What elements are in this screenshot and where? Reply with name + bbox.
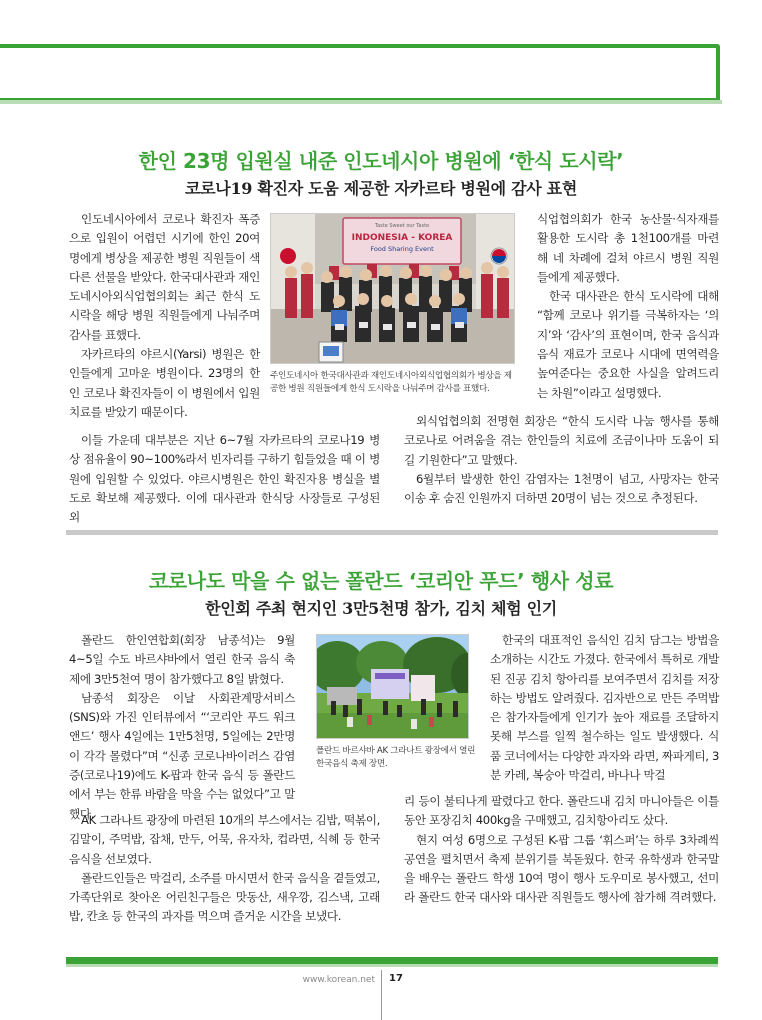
article2-right-column [490, 631, 719, 785]
paragraph: 인도네시아에서 코로나 확진자 폭증으로 입원이 어렵던 시기에 한인 20여명에게 병상을 제공한 병원 직원들이 색다른 선물을 받았다. 한국대사관과 재인도네시아외식업협의회는 최근 한식 도시락을 해당 병원 직원들에게 나눠주며 감사를 표했다. [69, 212, 260, 342]
article1-photo-caption: 주인도네시아 한국대사관과 재인도네시아외식업협의회가 병상을 제공한 병원 직원들에게 한식 도시락을 나눠주며 감사를 표했다. [270, 371, 512, 394]
footer-divider [381, 970, 382, 1020]
article2-headline: 코로나도 막을 수 없는 폴란드 ‘코리안 푸드’ 행사 성료 [148, 569, 614, 593]
paragraph: 외식업협의회 전명현 회장은 “한식 도시락 나눔 행사를 통해 코로나로 어려움을 겪는 한인들의 치료에 조금이나마 도움이 되길 기원한다”고 말했다. [404, 414, 719, 467]
banner-small-text: Taste Sweet our Taste [374, 223, 430, 229]
article2-photo [316, 634, 469, 739]
article2-photo-caption: 폴란드 바르샤바 AK 그라나트 광장에서 열린 한국음식 축제 장면. [316, 746, 476, 769]
paragraph: 식업협의회가 한국 농산물·식자재를 활용한 도시락 총 1천100개를 마련해 네 차례에 걸쳐 야르시 병원 직원들에게 제공했다. [537, 212, 719, 284]
article1-photo [270, 213, 515, 364]
paragraph: 폴란드인들은 막걸리, 소주를 마시면서 한국 음식을 곁들였고, 가족단위로 찾아온 어린친구들은 맛동산, 새우깡, 김스낵, 고래밥, 칸초 등 한국의 과자를 먹으며 즐거운 시간을 보냈다. [69, 870, 380, 924]
article-separator [66, 530, 718, 535]
article1-left-column [69, 210, 260, 422]
footer-url: www.korean.net [302, 975, 375, 985]
paragraph: 한국 대사관은 한식 도시락에 대해 “함께 코로나 위기를 극복하자는 ‘의지’와 ‘감사’의 표현이며, 한국 음식과 음식 재료가 코로나 시대에 면역력을 높여준다는 중요한 사실을 알려드리는 차원”이라고 설명했다. [537, 289, 719, 400]
article2-bottom-right [404, 792, 719, 908]
paragraph: AK 그라나트 광장에 마련된 10개의 부스에서는 김밥, 떡볶이, 김말이, 주먹밥, 잡채, 만두, 어묵, 유자차, 컵라면, 식혜 등 한국 음식을 선보였다. [69, 813, 380, 866]
paragraph: 리 등이 불티나게 팔렸다고 한다. 폴란드내 김치 마니아들은 이틀동안 포장김치 400kg을 구매했고, 김치항아리도 샀다. [404, 794, 719, 828]
paragraph: 한국의 대표적인 음식인 김치 담그는 방법을 소개하는 시간도 가졌다. 한국에서 특허로 개발된 진공 김치 항아리를 보여주면서 김치를 저장하는 방법도 알려줬다. 김자반으로 만든 주먹밥은 참가자들에게 인기가 높아 재료를 조달하지 못해 부스를 일찍 철수하는 일도 발생했다. 식품 코너에서는 다양한 과자와 라면, 짜파게티, 3분 카레, 복숭아 막걸리, 바나나 막걸 [490, 633, 720, 783]
article1-bottom-left [69, 431, 380, 527]
banner-title: INDONESIA - KOREA [351, 233, 453, 243]
article1-headline: 한인 23명 입원실 내준 인도네시아 병원에 ‘한식 도시락’ [138, 149, 624, 173]
article2-bottom-left [69, 811, 380, 927]
top-green-shadow [0, 100, 722, 104]
article1-bottom-right [404, 412, 719, 508]
bottom-green-rule-light [66, 964, 718, 967]
bottom-green-rule [66, 957, 718, 964]
article1-right-column [537, 210, 719, 403]
top-green-frame [0, 44, 720, 102]
article2-left-column [69, 631, 295, 824]
paragraph: 이들 가운데 대부분은 지난 6~7월 자카르타의 코로나19 병상 점유율이 90~100%라서 빈자리를 구하기 힘들었을 때 이 병원에 입원할 수 있었다. 야르시병원은 한인 확진자용 병실을 별도로 확보해 제공했다. 이에 대사관과 한식당 사장들로 구성된 외 [69, 433, 380, 525]
banner-subtitle: Food Sharing Event [370, 245, 434, 253]
paragraph: 남종석 회장은 이날 사회관계망서비스(SNS)와 가진 인터뷰에서 “‘코리안 푸드 워크앤드’ 행사 4일에는 1만5천명, 5일에는 2만명이 각각 몰렸다”며 “신종 코로나바이러스 감염증(코로나19)에도 K-팝과 한국 음식 등 폴란드에서 부는 한류 바람을 막을 수는 없었다”고 말했다. [69, 690, 295, 821]
paragraph: 자카르타의 야르시(Yarsi) 병원은 한인들에게 고마운 병원이다. 23명의 한인 코로나 확진자들이 이 병원에서 입원 치료를 받았기 때문이다. [69, 347, 260, 419]
paragraph: 현지 여성 6명으로 구성된 K-팝 그룹 ‘휘스퍼’는 하루 3차례씩 공연을 펼치면서 축제 분위기를 북돋웠다. 한국 유학생과 한국말을 배우는 폴란드 학생 10여 명이 행사 도우미로 봉사했고, 선미라 폴란드 한국 대사와 대사관 직원들도 행사에 참가해 격려했다. [404, 832, 719, 905]
page-number: 17 [389, 973, 403, 984]
article2-subheadline: 한인회 주최 현지인 3만5천명 참가, 김치 체험 인기 [205, 599, 557, 618]
article1-subheadline: 코로나19 확진자 도움 제공한 자카르타 병원에 감사 표현 [185, 179, 577, 198]
paragraph: 폴란드 한인연합회(회장 남종석)는 9월 4~5일 수도 바르샤바에서 열린 한국 음식 축제에 3만5천여 명이 참가했다고 8일 밝혔다. [69, 633, 295, 686]
paragraph: 6월부터 발생한 한인 감염자는 1천명이 넘고, 사망자는 한국 이송 후 숨진 인원까지 더하면 20명이 넘는 것으로 추정된다. [404, 471, 719, 506]
